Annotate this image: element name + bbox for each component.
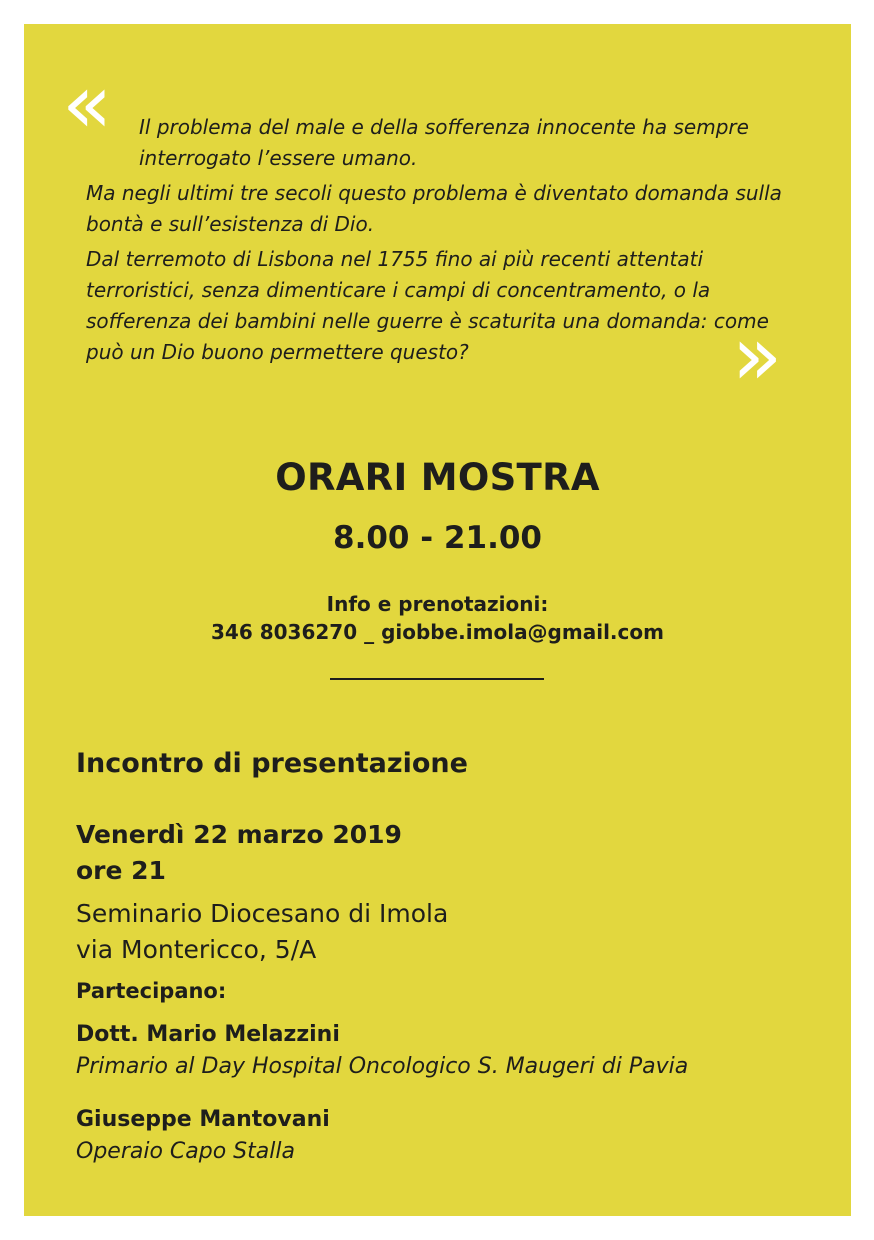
venue-name: Seminario Diocesano di Imola — [76, 899, 449, 928]
speaker-name: Dott. Mario Melazzini — [76, 1022, 340, 1047]
quote-paragraph: Il problema del male e della sofferenza innocente ha sempre interrogato l’essere umano. — [139, 115, 749, 170]
quote-paragraph: Ma negli ultimi tre secoli questo problema è diventato domanda sulla bontà e sull’esistenza di Dio. — [86, 181, 782, 236]
event-time-line: ore 21 — [76, 856, 166, 885]
divider — [330, 678, 544, 680]
flyer-panel — [24, 24, 851, 1216]
speaker-name: Giuseppe Mantovani — [76, 1107, 330, 1132]
event-date-line: Venerdì 22 marzo 2019 — [76, 820, 402, 849]
event-venue — [76, 896, 836, 968]
close-quote-icon: » — [732, 309, 783, 404]
event-date — [76, 817, 836, 889]
hours-title: ORARI MOSTRA — [275, 456, 600, 499]
speaker-role: Operaio Capo Stalla — [76, 1139, 295, 1164]
venue-address: via Montericco, 5/A — [76, 935, 317, 964]
hours-value: 8.00 - 21.00 — [333, 520, 542, 556]
presentation-title: Incontro di presentazione — [76, 748, 468, 779]
participants-label: Partecipano: — [76, 979, 227, 1003]
quote-block — [86, 112, 806, 372]
info-contact: 346 8036270 _ giobbe.imola@gmail.com — [211, 620, 664, 644]
info-label: Info e prenotazioni: — [326, 592, 549, 616]
quote-paragraph: Dal terremoto di Lisbona nel 1755 fino ai più recenti attentati terroristici, senza dimenticare i campi di concentramento, o la sofferenza dei bambini nelle guerre è scaturita una domanda: come può un Dio buono permettere questo? — [86, 247, 769, 364]
open-quote-icon: « — [62, 57, 113, 152]
speaker-role: Primario al Day Hospital Oncologico S. Maugeri di Pavia — [76, 1054, 689, 1079]
